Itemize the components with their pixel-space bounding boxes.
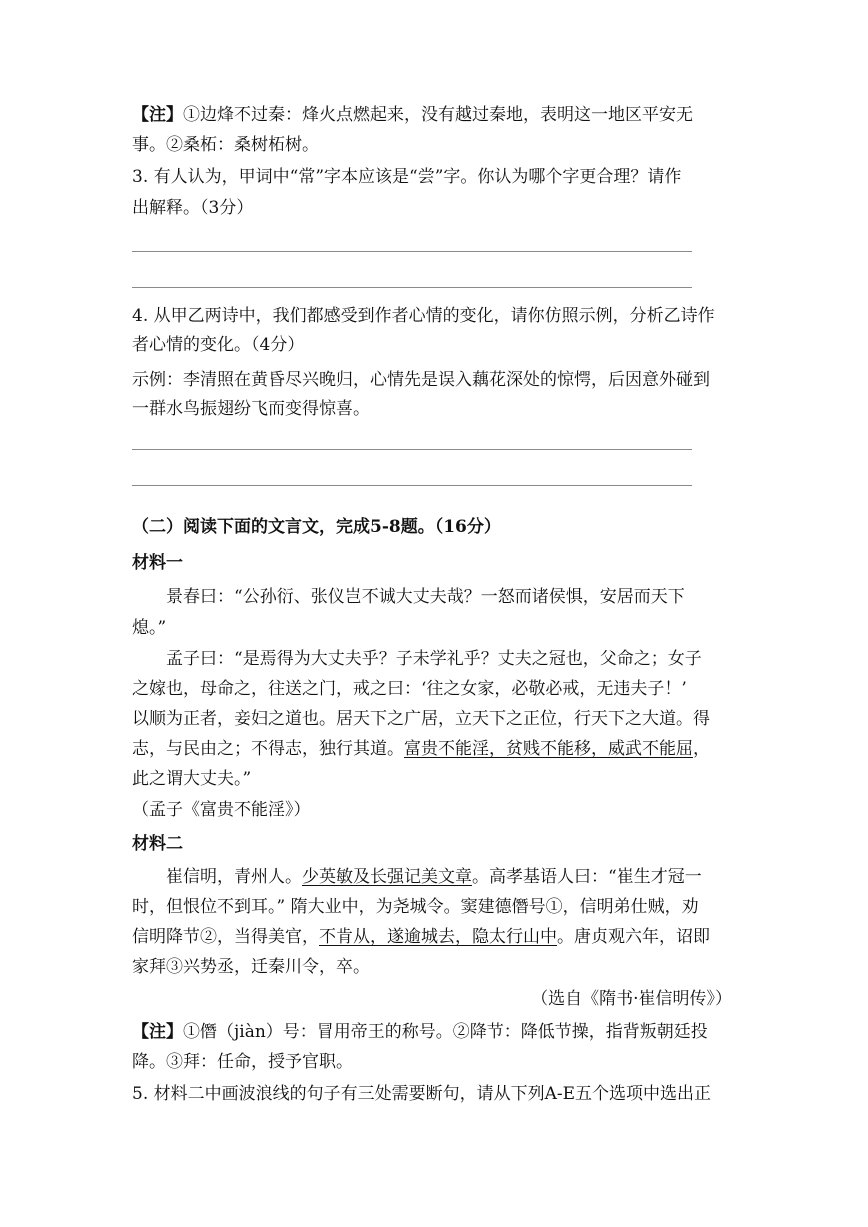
material-1-para-2-line-1: 孟子曰：“是焉得为大丈夫乎？子未学礼乎？丈夫之冠也，父命之；女子	[166, 649, 702, 669]
material-1-para-2-line-3: 以顺为正者，妾妇之道也。居天下之广居，立天下之正位，行天下之大道。得	[132, 709, 710, 729]
note2-line-2: 降。③拜：任命，授予官职。	[132, 1052, 353, 1072]
answer-line	[132, 287, 692, 288]
note-tag: 【注】	[132, 1022, 183, 1042]
question-4-example-line-1: 示例：李清照在黄昏尽兴晚归，心情先是误入藕花深处的惊愕，后因意外碰到	[132, 370, 710, 390]
section-2-heading: （二）阅读下面的文言文，完成5-8题。（16分）	[132, 517, 501, 537]
material-1-para-2-line-5: 此之谓大丈夫。”	[132, 769, 252, 789]
question-3-line-2: 出解释。（3分）	[132, 198, 254, 218]
question-3-line-1: 3. 有人认为，甲词中“常”字本应该是“尝”字。你认为哪个字更合理？请作	[132, 167, 682, 187]
material-1-para-1-line-2: 熄。”	[132, 618, 167, 638]
question-4-example-line-2: 一群水鸟振翅纷飞而变得惊喜。	[132, 399, 370, 419]
material-1-label: 材料一	[132, 553, 183, 573]
material-1-para-1-line-1: 景春曰：“公孙衍、张仪岂不诚大丈夫哉？一怒而诸侯惧，安居而天下	[166, 587, 685, 607]
material-1-para-2-line-2: 之嫁也，母命之，往送之门，戒之曰：‘往之女家，必敬必戒，无违夫子！’	[132, 679, 687, 699]
material-2-label: 材料二	[132, 834, 183, 854]
material-2-line-4: 家拜③兴势丞，迁秦川令，卒。	[132, 957, 370, 977]
note2-line-1: 【注】①僭（jiàn）号：冒用帝王的称号。②降节：降低节操，指背叛朝廷投	[132, 1022, 708, 1042]
question-5-line-1: 5. 材料二中画波浪线的句子有三处需要断句，请从下列A-E五个选项中选出正	[132, 1084, 712, 1104]
underlined-sentence: 富贵不能淫，贫贱不能移，威武不能屈	[404, 739, 693, 759]
material-2-line-2: 时，但恨位不到耳。” 隋大业中，为尧城令。窦建德僭号①，信明弟仕贼，劝	[132, 897, 699, 917]
question-4-line-2: 者心情的变化。（4分）	[132, 335, 305, 355]
question-4-line-1: 4. 从甲乙两诗中，我们都感受到作者心情的变化，请你仿照示例，分析乙诗作	[132, 306, 715, 326]
material-1-para-2-line-4: 志，与民由之；不得志，独行其道。富贵不能淫，贫贱不能移，威武不能屈，	[132, 739, 710, 759]
material-2-line-3: 信明降节②，当得美官，不肯从，遂逾城去，隐太行山中。唐贞观六年，诏即	[132, 927, 710, 947]
note1-line-2: 事。②桑柘：桑树柘树。	[132, 135, 319, 155]
answer-line	[132, 485, 692, 486]
answer-line	[132, 251, 692, 252]
answer-line	[132, 449, 692, 450]
material-2-source: （选自《隋书·崔信明传》）	[531, 989, 732, 1009]
wavy-underlined-sentence: 少英敏及长强记美文章	[302, 867, 472, 887]
note-tag: 【注】	[132, 105, 183, 125]
material-1-source: （孟子《富贵不能淫》）	[132, 800, 311, 820]
note1-line-1: 【注】①边烽不过秦：烽火点燃起来，没有越过秦地，表明这一地区平安无	[132, 105, 693, 125]
material-2-line-1: 崔信明，青州人。少英敏及长强记美文章。高孝基语人曰：“崔生才冠一	[166, 867, 702, 887]
underlined-sentence: 不肯从，遂逾城去，隐太行山中	[319, 927, 557, 947]
